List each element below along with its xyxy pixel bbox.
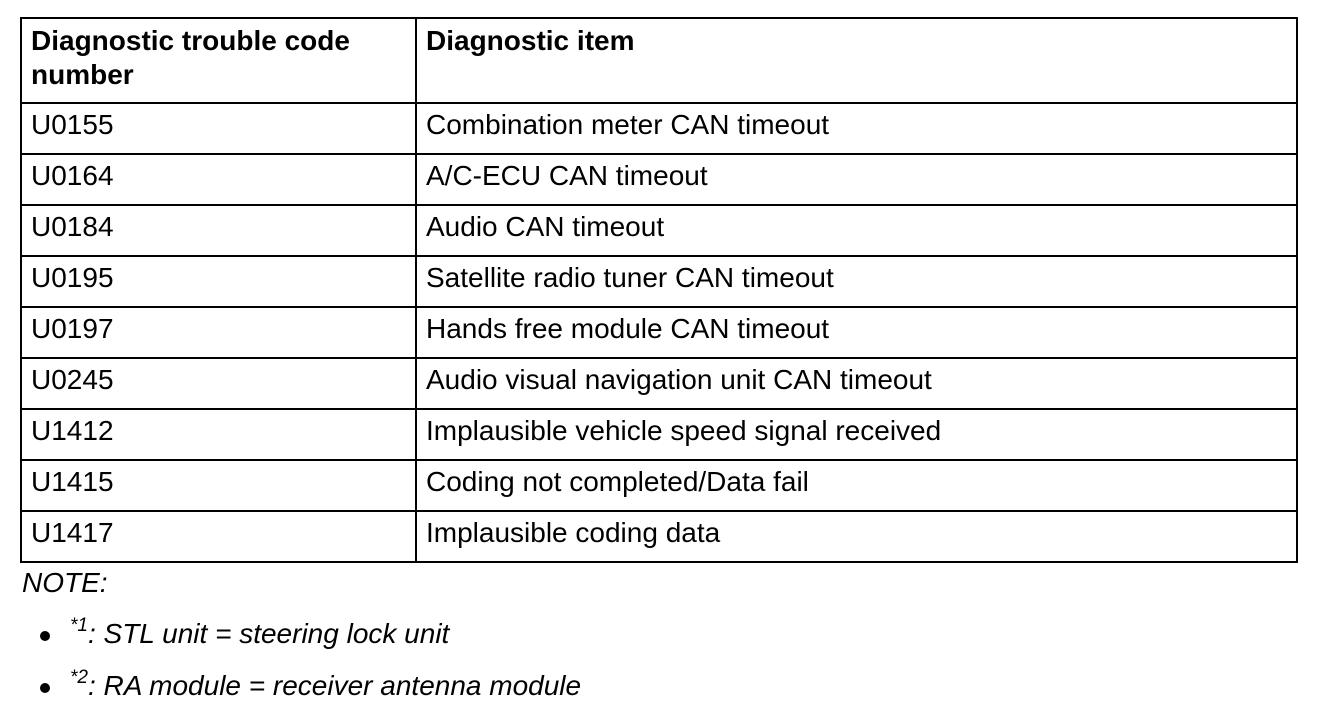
dtc-code-cell: U0195 [21, 256, 416, 307]
table-row [21, 409, 1297, 460]
dtc-item-cell: Audio CAN timeout [416, 205, 1297, 256]
bullet-icon [40, 631, 50, 641]
dtc-item-cell: Implausible vehicle speed signal received [416, 409, 1297, 460]
dtc-code-cell: U0245 [21, 358, 416, 409]
dtc-code-cell: U1417 [21, 511, 416, 562]
table-row [21, 358, 1297, 409]
table-row [21, 205, 1297, 256]
footnote-marker: *1 [70, 615, 88, 636]
note-item [40, 666, 581, 718]
dtc-item-cell: A/C-ECU CAN timeout [416, 154, 1297, 205]
note-list [40, 614, 581, 718]
dtc-item-cell: Combination meter CAN timeout [416, 103, 1297, 154]
table-header-row [21, 18, 1297, 103]
table-row [21, 307, 1297, 358]
note-item [40, 614, 581, 666]
dtc-code-cell: U0155 [21, 103, 416, 154]
dtc-code-cell: U0184 [21, 205, 416, 256]
header-code: Diagnostic trouble code number [21, 18, 416, 103]
bullet-icon [40, 683, 50, 693]
table-row [21, 154, 1297, 205]
header-item: Diagnostic item [416, 18, 1297, 103]
table-row [21, 460, 1297, 511]
table-row [21, 256, 1297, 307]
dtc-item-cell: Audio visual navigation unit CAN timeout [416, 358, 1297, 409]
dtc-code-cell: U0164 [21, 154, 416, 205]
dtc-item-cell: Implausible coding data [416, 511, 1297, 562]
dtc-item-cell: Hands free module CAN timeout [416, 307, 1297, 358]
dtc-code-cell: U0197 [21, 307, 416, 358]
dtc-item-cell: Coding not completed/Data fail [416, 460, 1297, 511]
table-row [21, 511, 1297, 562]
dtc-table [20, 17, 1298, 563]
dtc-item-cell: Satellite radio tuner CAN timeout [416, 256, 1297, 307]
note-text: : RA module = receiver antenna module [87, 670, 582, 701]
note-title: NOTE: [22, 567, 108, 598]
table-row [21, 103, 1297, 154]
note-text: : STL unit = steering lock unit [87, 618, 450, 649]
dtc-code-cell: U1415 [21, 460, 416, 511]
dtc-code-cell: U1412 [21, 409, 416, 460]
footnote-marker: *2 [70, 667, 88, 688]
